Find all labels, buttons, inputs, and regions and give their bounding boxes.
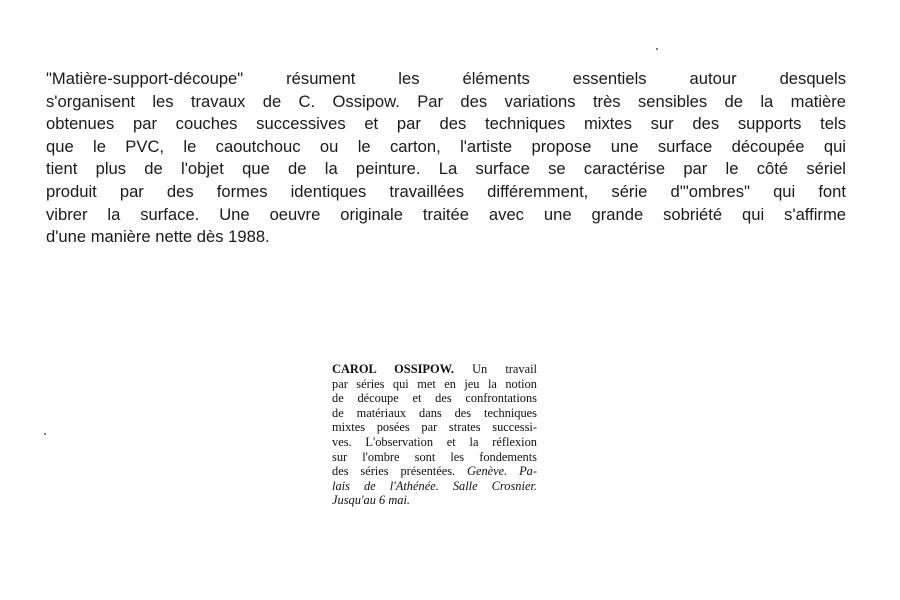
dates-line: Jusqu'au 6 mai. — [332, 493, 411, 508]
article-line: s'organisent les travaux de C. Ossipow. Par des variations très sensibles de la matière — [46, 91, 846, 111]
article-paragraph — [46, 68, 846, 249]
article-line: tient plus de l'objet que de la peinture. La surface se caractérise par le côté sériel — [46, 159, 846, 179]
caption-line: mixtes posées par strates successi- — [332, 420, 537, 435]
article-line: vibrer la surface. Une oeuvre originale traitée avec une grande sobriété qui s'affirme — [46, 204, 846, 224]
caption-text: des séries présentées. — [332, 464, 467, 479]
artist-name: CAROL OSSIPOW. — [332, 362, 454, 376]
caption-line — [332, 464, 537, 479]
article-line: que le PVC, le caoutchouc ou le carton, l'artiste propose une surface découpée qui — [46, 136, 846, 156]
caption-line: par séries qui met en jeu la notion — [332, 376, 537, 391]
caption-line: de matériaux dans des techniques — [332, 405, 537, 420]
caption-text: Un travail — [453, 362, 537, 376]
caption-line: sur l'ombre sont les fondements — [332, 449, 537, 464]
article-line: produit par des formes identiques travaillées différemment, série d'"ombres" qui font — [46, 181, 846, 201]
venue-text: Genève. Pa- — [467, 464, 537, 479]
caption-line: ves. L'observation et la réflexion — [332, 434, 537, 449]
scan-speck — [656, 48, 658, 50]
article-line: d'une manière nette dès 1988. — [46, 227, 270, 247]
venue-line: lais de l'Athénée. Salle Crosnier. — [332, 478, 537, 493]
article-line: obtenues par couches successives et par des techniques mixtes sur des supports tels — [46, 114, 846, 134]
article-line: "Matière-support-découpe" résument les éléments essentiels autour desquels — [46, 69, 846, 88]
caption-line: de découpe et des confrontations — [332, 391, 537, 406]
scan-speck — [44, 433, 46, 435]
caption-line — [332, 362, 537, 377]
exhibition-caption — [332, 362, 537, 508]
